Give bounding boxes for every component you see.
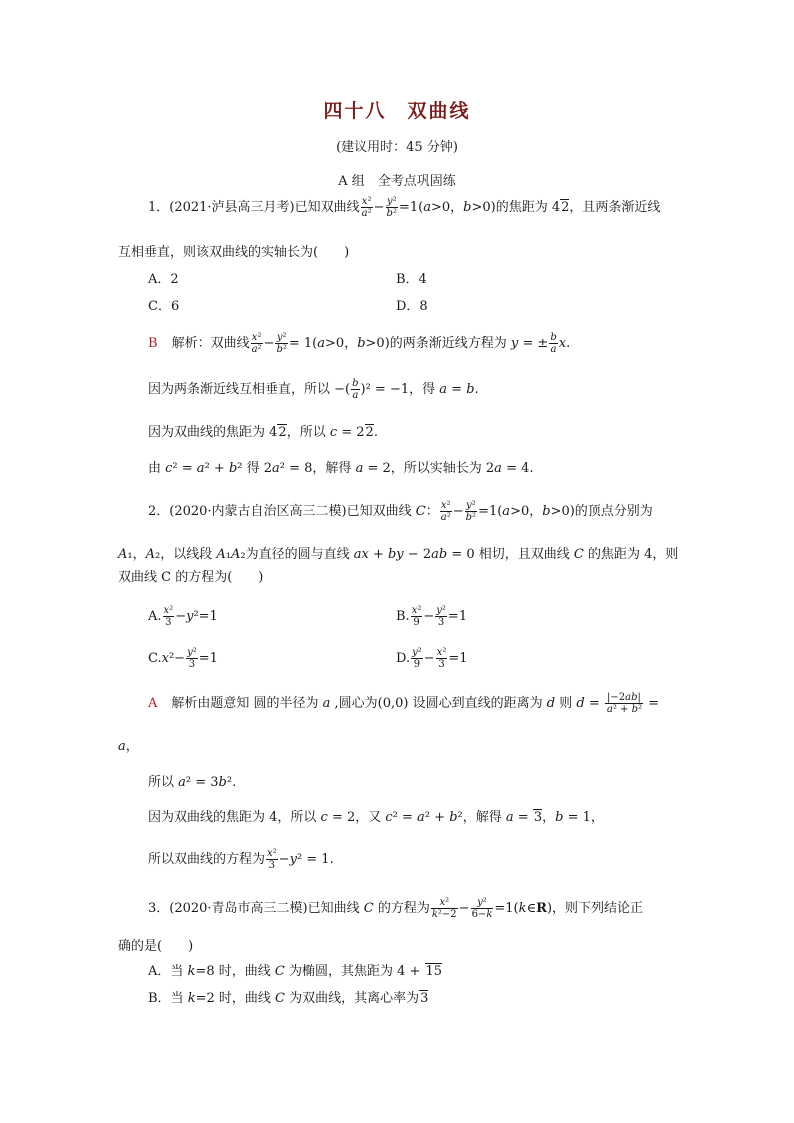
q2-solution-3: 所以 a² = 3b². (148, 775, 237, 790)
q2-solution-1: A 解析由题意知 圆的半径为 a ,圆心为(0,0) 设圆心到直线的距离为 d 则 d = $\frac{|-2ab|}{\text{a² + b²}}$ = (148, 692, 660, 715)
q2-option-a: A. $\frac{\text{x²}}{3}$ −y²=1 (148, 605, 218, 628)
q2-solution-2: a， (118, 739, 139, 754)
section-heading: A 组 全考点巩固练 (338, 174, 456, 189)
q1-option-a: A．2 (148, 272, 179, 287)
q2-solution-4: 因为双曲线的焦距为 4，所以 c = 2，又 c² = a² + b²，解得 a = 3，b = 1， (148, 810, 604, 825)
q1-stem-line1: 1．(2021·泸县高三月考)已知双曲线 $\frac{\text{x²}}{\text{a²}}$ − $\frac{\text{y²}}{\text{b²}}$ =1(a>0，b>0)的焦距为 42，且两条渐近线 (148, 196, 661, 219)
q2-option-d: D. $\frac{\text{y²}}{9}$ − $\frac{\text{x²}}{3}$ =1 (396, 647, 468, 670)
q1-solution-3: 因为双曲线的焦距为 42，所以 c = 22. (148, 425, 378, 440)
q2-stem-line1: 2．(2020·内蒙古自治区高三二模)已知双曲线 C： $\frac{\text{x²}}{\text{a²}}$ − $\frac{\text{y²}}{\text{b²}}$ =1(a>0，b>0)的顶点分别为 (148, 500, 653, 523)
q1-solution-4: 由 c² = a² + b² 得 2a² = 8，解得 a = 2，所以实轴长为 2a = 4. (148, 461, 534, 476)
q1-option-d: D．8 (396, 299, 428, 314)
q2-option-c: C.x²− $\frac{\text{y²}}{3}$ =1 (148, 647, 218, 670)
q3-stem-line2: 确的是( ) (118, 939, 194, 954)
q1-answer: B (148, 336, 158, 351)
page-title: 四十八 双曲线 (323, 100, 471, 122)
q2-stem-line3: 双曲线 C 的方程为( ) (118, 570, 264, 585)
q2-solution-5: 所以双曲线的方程为 $\frac{\text{x²}}{3}$ −y² = 1. (148, 848, 334, 871)
q2-answer: A (148, 696, 158, 711)
q1-option-c: C．6 (148, 299, 180, 314)
suggested-time: (建议用时：45 分钟) (336, 140, 458, 155)
q1-stem-line2: 互相垂直，则该双曲线的实轴长为( ) (118, 245, 350, 260)
q2-option-b: B. $\frac{\text{x²}}{9}$ − $\frac{\text{y²}}{3}$ =1 (396, 605, 468, 628)
q1-solution-1: B 解析：双曲线 $\frac{\text{x²}}{\text{a²}}$ − $\frac{\text{y²}}{\text{b²}}$ = 1(a>0，b>0)的两条渐近线方程为 y = ± $\frac{b}{a}$ x. (148, 332, 571, 355)
q3-option-b: B．当 k=2 时，曲线 C 为双曲线，其离心率为3 (148, 991, 429, 1006)
q1-option-b: B．4 (396, 272, 427, 287)
q3-stem-line1: 3．(2020·青岛市高三二模)已知曲线 C 的方程为 $\frac{\text{x²}}{\text{k²−2}}$ − $\frac{\text{y²}}{6-k}$ =1(k∈R)，则下列结论正 (148, 897, 644, 920)
q3-option-a: A．当 k=8 时，曲线 C 为椭圆，其焦距为 4 + 15 (148, 964, 443, 979)
q1-solution-2: 因为两条渐近线互相垂直，所以 −( $\frac{b}{a}$ )² = −1，得 a = b. (148, 378, 479, 401)
q2-stem-line2: A₁，A₂，以线段 A₁A₂为直径的圆与直线 ax + by − 2ab = 0 相切，且双曲线 C 的焦距为 4，则 (118, 547, 679, 562)
